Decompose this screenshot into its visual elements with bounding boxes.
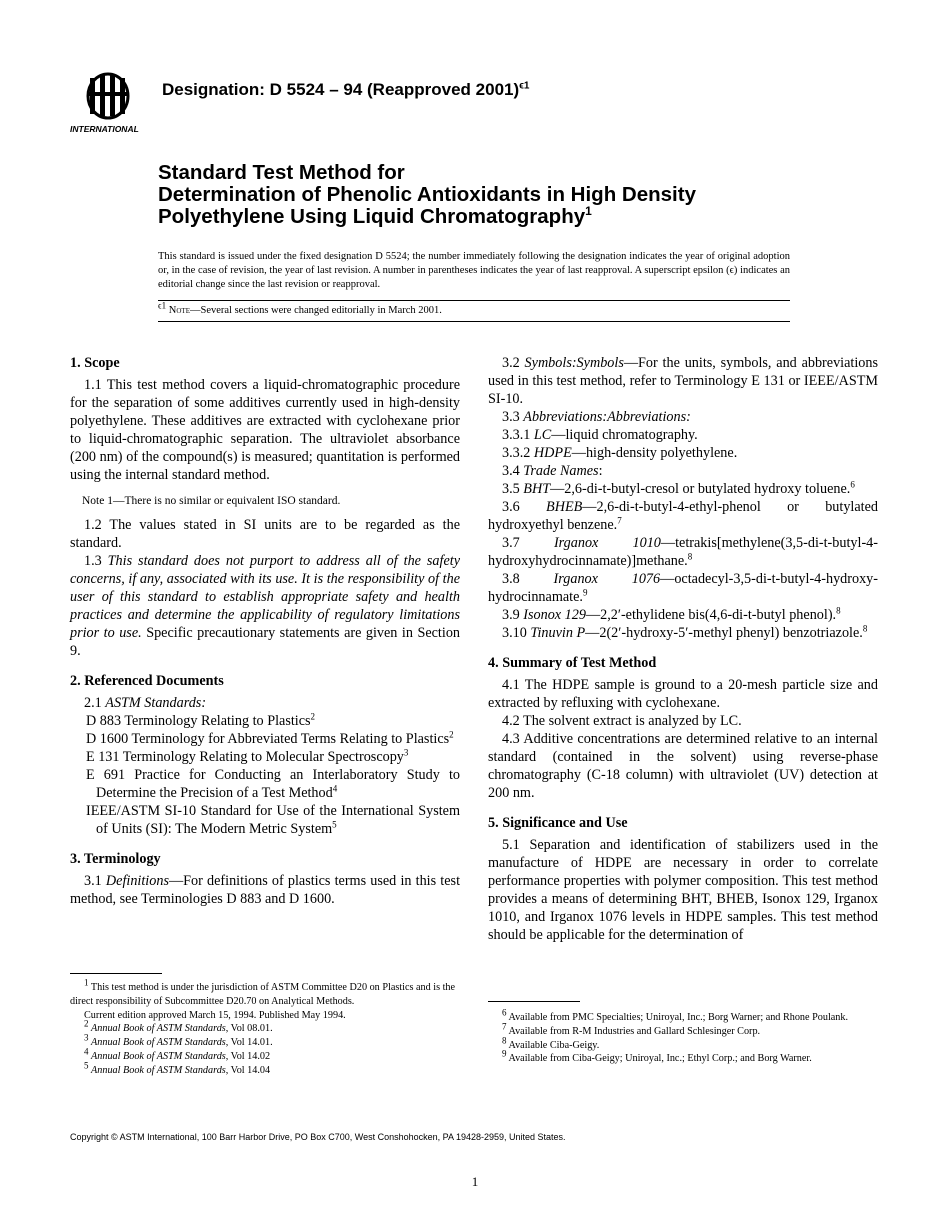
- para-3-2-italic: Symbols:Symbols: [524, 355, 624, 371]
- ref-text: E 691 Practice for Conducting an Interlaboratory Study to Determine the Precision of a Test Method: [86, 767, 460, 801]
- para-3-1-num: 3.1: [84, 873, 106, 889]
- note-1: Note 1—There is no similar or equivalent ISO standard.: [82, 495, 341, 507]
- title-line-1: Standard Test Method for: [158, 161, 405, 184]
- footnote-rule-left: [70, 973, 162, 974]
- ref-item: [70, 766, 460, 802]
- item-rest: —2,6-di-t-butyl-cresol or butylated hydroxy toluene.: [550, 481, 851, 497]
- designation-text: Designation: D 5524 – 94 (Reapproved 2001): [162, 80, 520, 99]
- footnote-rule-right: [488, 1001, 580, 1002]
- trade-name-item: [488, 480, 878, 498]
- para-3-3-2-rest: —high-density polyethylene.: [571, 445, 738, 461]
- footnote-book: [70, 1060, 460, 1078]
- footnote-sup: 3: [84, 1032, 89, 1043]
- logo-caption: INTERNATIONAL: [70, 124, 139, 134]
- ref-item: [70, 748, 460, 766]
- item-sup: 7: [617, 515, 622, 526]
- ref-sup: 2: [449, 729, 454, 740]
- para-3-3-italic: Abbreviations:Abbreviations:: [523, 409, 691, 425]
- para-3-3: [488, 408, 878, 426]
- designation-sup: ϵ1: [519, 80, 530, 92]
- para-3-4: [488, 462, 878, 480]
- footnote-rest: , Vol 14.02: [225, 1050, 271, 1062]
- footnote-italic: Annual Book of ASTM Standards: [91, 1023, 226, 1035]
- ref-text: IEEE/ASTM SI-10 Standard for Use of the International System of Units (SI): The Modern Metric System: [86, 803, 460, 837]
- item-term: BHT: [523, 481, 551, 497]
- footnote-sup: 4: [84, 1046, 89, 1057]
- item-sup: 8: [836, 605, 841, 616]
- para-3-1: [70, 872, 460, 908]
- item-sup: 6: [850, 479, 855, 490]
- footnotes-left: [70, 977, 460, 1078]
- ref-sup: 4: [332, 783, 338, 794]
- para-4-3: 4.3 Additive concentrations are determined relative to an internal standard (contained in the solvent) using reverse-phase chromatography (C-18 column) with ultraviolet (UV) detection at 200 nm.: [488, 731, 878, 801]
- footnote-book: [70, 1046, 460, 1064]
- footnote-rest: , Vol 14.01.: [225, 1037, 273, 1049]
- ref-item: [70, 802, 460, 838]
- item-num: 3.8: [502, 571, 554, 587]
- item-num: 3.10: [502, 625, 531, 641]
- item-sup: 8: [687, 551, 693, 562]
- para-2-1-num: 2.1: [84, 695, 106, 711]
- item-term: Irganox 1076: [553, 571, 661, 587]
- issue-note: This standard is issued under the fixed designation D 5524; the number immediately following the designation indicates the year of original adoption or, in the case of revision, the year of last revision. A number in parentheses indicates the year of last reapproval. A superscript epsilon (ϵ) indicates an editorial change since the last revision or reapproval.: [158, 251, 790, 290]
- para-2-1: [70, 694, 460, 712]
- item-term: BHEB: [546, 499, 583, 515]
- footnote-italic: Annual Book of ASTM Standards: [91, 1037, 226, 1049]
- para-1-3-rest: Specific precautionary statements are given in Section 9.: [70, 625, 461, 659]
- ref-sup: 2: [310, 711, 316, 722]
- item-term: Isonox 129: [523, 607, 586, 623]
- para-3-3-2-italic: HDPE: [533, 445, 572, 461]
- footnote-book: [70, 1032, 460, 1050]
- right-column: [488, 354, 878, 944]
- edit-note-text: —Several sections were changed editorially in March 2001.: [189, 305, 442, 316]
- astm-logo: [70, 68, 150, 138]
- section-4-heading: 4. Summary of Test Method: [488, 655, 657, 671]
- para-1-3-italic: This standard does not purport to address all of the safety concerns, if any, associated with its use. It is the responsibility of the user of this standard to establish appropriate safety and health practices and determine the applicability of regulatory limitations prior to use.: [70, 553, 460, 641]
- referenced-documents-list: [70, 712, 460, 838]
- para-3-2: [488, 354, 878, 408]
- footnote-text: Available from R-M Industries and Gallard Schlesinger Corp.: [508, 1025, 761, 1037]
- trade-name-item: [488, 534, 878, 570]
- footnote-item: [488, 1021, 878, 1039]
- footnote-italic: Annual Book of ASTM Standards: [91, 1064, 226, 1076]
- item-rest: —2(2′-hydroxy-5′-methyl phenyl) benzotriazole.: [585, 625, 863, 641]
- title-line-3: [158, 206, 858, 228]
- item-num: 3.6: [502, 499, 547, 515]
- designation: [162, 80, 530, 100]
- footnote-sup: 8: [502, 1035, 507, 1046]
- item-term: Irganox 1010: [553, 535, 661, 551]
- edit-note-symbol: ϵ1: [158, 300, 167, 311]
- footnote-book: [70, 1019, 460, 1036]
- page-number: 1: [471, 1174, 479, 1189]
- editorial-note: [158, 300, 790, 316]
- footnote-sup: 5: [84, 1060, 89, 1071]
- item-term: Tinuvin P: [530, 625, 586, 641]
- section-1-heading: 1. Scope: [70, 355, 120, 371]
- footnote-text: This test method is under the jurisdiction of ASTM Committee D20 on Plastics and is the direct responsibility of Subcommittee D20.70 on Analytical Methods.: [70, 982, 456, 1007]
- footnote-italic: Annual Book of ASTM Standards: [91, 1050, 226, 1062]
- item-sup: 8: [862, 623, 868, 634]
- ref-item: [70, 730, 460, 748]
- para-4-1: 4.1 The HDPE sample is ground to a 20-mesh particle size and extracted by refluxing with cyclohexane.: [488, 677, 878, 711]
- footnote-text: Available from Ciba-Geigy; Uniroyal, Inc.; Ethyl Corp.; and Borg Warner.: [508, 1053, 812, 1065]
- title-line-3-text: Polyethylene Using Liquid Chromatography: [158, 205, 586, 228]
- footnote-item: [488, 1035, 878, 1053]
- title-sup: 1: [585, 204, 592, 219]
- left-column: [70, 354, 460, 908]
- footnote-text: Available from PMC Specialties; Uniroyal, Inc.; Borg Warner; and Rhone Poulank.: [508, 1012, 849, 1023]
- ref-item: [70, 712, 460, 730]
- para-3-3-2: [488, 444, 878, 462]
- ref-text: E 131 Terminology Relating to Molecular Spectroscopy: [86, 749, 404, 765]
- footnote-sup: 7: [502, 1021, 507, 1032]
- footnote-sup: 6: [502, 1007, 507, 1018]
- ref-sup: 5: [332, 819, 337, 830]
- para-3-1-rest: —For definitions of plastics terms used in this test method, see Terminologies D 883 and D 1600.: [70, 873, 461, 907]
- section-3-heading: 3. Terminology: [70, 851, 161, 867]
- copyright-notice: Copyright © ASTM International, 100 Barr Harbor Drive, PO Box C700, West Conshohocken, PA 19428-2959, United States.: [70, 1132, 566, 1142]
- trade-name-item: [488, 606, 878, 624]
- para-3-4-rest: :: [598, 463, 603, 479]
- title-line-2: Determination of Phenolic Antioxidants in High Density: [158, 183, 696, 206]
- para-5-1: 5.1 Separation and identification of stabilizers used in the manufacture of HDPE are necessary in order to correlate performance properties with polymer composition. This test method provides a means of determining BHT, BHEB, Isonox 129, Irganox 1010, and Irganox 1076 levels in HDPE samples. This test method should be applicable for the determination of: [488, 837, 878, 943]
- item-num: 3.7: [502, 535, 554, 551]
- ref-text: D 1600 Terminology for Abbreviated Terms Relating to Plastics: [86, 731, 450, 747]
- footnote-sup: 1: [84, 977, 89, 988]
- para-3-3-1-num: 3.3.1: [502, 427, 534, 443]
- trade-name-item: [488, 498, 878, 534]
- footnote-1b: Current edition approved March 15, 1994. Published May 1994.: [84, 1009, 346, 1021]
- footnote-1: [70, 977, 460, 1009]
- item-rest: —octadecyl-3,5-di-t-butyl-4-hydroxy- hydrocinnamate.: [488, 571, 878, 605]
- para-3-3-2-num: 3.3.2: [502, 445, 534, 461]
- section-2-heading: 2. Referenced Documents: [70, 673, 224, 689]
- footnote-sup: 2: [84, 1019, 89, 1029]
- para-1-3-num: 1.3: [84, 553, 108, 569]
- item-num: 3.5: [502, 481, 524, 497]
- para-1-2: 1.2 The values stated in SI units are to be regarded as the standard.: [70, 517, 460, 551]
- para-3-2-rest: —For the units, symbols, and abbreviations used in this test method, refer to Terminology E 131 or IEEE/ASTM SI-10.: [488, 355, 879, 407]
- para-3-4-italic: Trade Names: [523, 463, 599, 479]
- section-5-heading: 5. Significance and Use: [488, 815, 628, 831]
- para-3-3-1-rest: —liquid chromatography.: [551, 427, 698, 443]
- document-title: [158, 162, 858, 228]
- footnote-item: [488, 1049, 878, 1066]
- edit-note-label: Note: [168, 305, 190, 316]
- para-3-1-italic: Definitions: [105, 873, 169, 889]
- footnote-rest: , Vol 08.01.: [225, 1023, 273, 1035]
- footnote-rest: , Vol 14.04: [225, 1064, 271, 1076]
- item-rest: —2,6-di-t-butyl-4-ethyl-phenol or butylated hydroxyethyl benzene.: [488, 499, 879, 533]
- divider-top: [158, 300, 790, 301]
- para-3-4-num: 3.4: [502, 463, 524, 479]
- divider-bottom: [158, 321, 790, 322]
- footnote-text: Available Ciba-Geigy.: [508, 1039, 600, 1051]
- para-1-3: [70, 552, 460, 660]
- para-3-3-1: [488, 426, 878, 444]
- trade-name-item: [488, 570, 878, 606]
- para-3-2-num: 3.2: [502, 355, 525, 371]
- item-rest: —tetrakis[methylene(3,5-di-t-butyl-4- hydroxyhydrocinnamate)]methane.: [488, 535, 878, 569]
- para-2-1-italic: ASTM Standards:: [105, 695, 207, 711]
- ref-text: D 883 Terminology Relating to Plastics: [86, 713, 311, 729]
- footnote-item: [488, 1007, 878, 1025]
- para-3-3-num: 3.3: [502, 409, 524, 425]
- para-3-3-1-italic: LC: [533, 427, 552, 443]
- para-4-2: 4.2 The solvent extract is analyzed by LC.: [502, 713, 742, 729]
- footnotes-right: [488, 1007, 878, 1066]
- item-num: 3.9: [502, 607, 524, 623]
- footnote-sup: 9: [502, 1049, 507, 1059]
- para-1-1: 1.1 This test method covers a liquid-chromatographic procedure for the separation of some additives currently used in high-density polyethylene. These additives are extracted with cyclohexane prior to liquid-chromatographic separation. The ultraviolet absorbance (200 nm) of the compound(s) is measured; quantitation is performed using the internal standard method.: [70, 377, 460, 483]
- ref-sup: 3: [403, 747, 409, 758]
- item-sup: 9: [582, 587, 588, 598]
- item-rest: —2,2′-ethylidene bis(4,6-di-t-butyl phenol).: [585, 607, 837, 623]
- trade-name-item: [488, 624, 878, 642]
